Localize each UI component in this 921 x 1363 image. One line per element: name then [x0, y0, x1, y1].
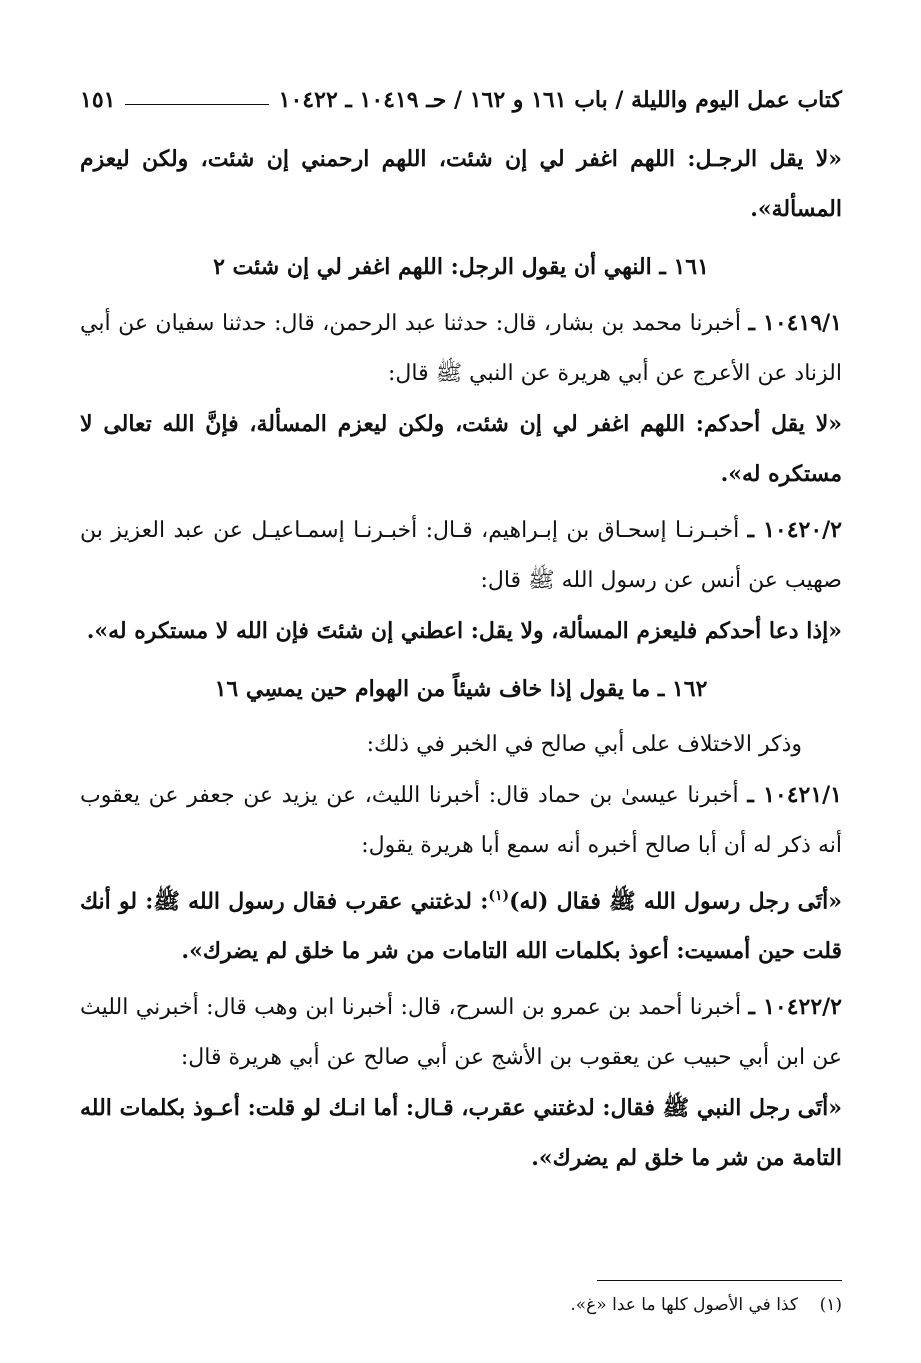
footnote-mark: (١)	[819, 1295, 842, 1315]
chapter-heading-162: ١٦٢ ـ ما يقول إذا خاف شيئاً من الهوام حين يمسِي ١٦	[214, 676, 708, 702]
hadith-isnad: أخبرنا محمد بن بشار، قال: حدثنا عبد الرحمن، قال: حدثنا سفيان عن أبي الزناد عن الأعرج عن أبي هريرة عن النبي ﷺ قال:	[80, 311, 842, 386]
hadith-10421	[80, 770, 842, 871]
running-header	[80, 70, 842, 130]
quote-paragraph: «لا يقل الرجـل: اللهم اغفر لي إن شئت، اللهم ارحمني إن شئت، ولكن ليعزم المسألة».	[80, 146, 842, 222]
footnote-text: كذا في الأصول كلها ما عدا «غ».	[570, 1295, 798, 1315]
hadith-number: ١٠٤١٩/١ ـ	[748, 310, 842, 336]
chapter-heading-161: ١٦١ ـ النهي أن يقول الرجل: اللهم اغفر لي إن شئت ٢	[213, 254, 709, 280]
footnote-reference: (١)	[488, 888, 510, 904]
hadith-isnad: أخبرنا عيسىٰ بن حماد قال: أخبرنا الليث، عن يزيد عن جعفر عن يعقوب أنه ذكر له أن أبا صالح أخبره أنه سمع أبا هريرة يقول:	[80, 783, 842, 858]
footnote	[80, 1290, 842, 1320]
footnote-rule	[597, 1280, 842, 1281]
hadith-10420-matn: «إذا دعا أحدكم فليعزم المسألة، ولا يقل: اعطني إن شئتَ فإن الله لا مستكره له».	[86, 618, 842, 644]
hadith-isnad: أخبـرنـا إسحـاق بن إبـراهيم، قـال: أخبـرنـا إسمـاعيـل عن عبد العزيز بن صهيب عن أنس عن رسول الله ﷺ قال:	[80, 518, 842, 593]
matn-part-a: «أتَى رجل رسول الله ﷺ فقال (له)	[509, 888, 842, 915]
page-body	[80, 70, 842, 1315]
hadith-10419-matn: «لا يقل أحدكم: اللهم اغفر لي إن شئت، ولكن ليعزم المسألة، فإنَّ الله تعالى لا مستكره له».	[80, 411, 842, 487]
hadith-10419	[80, 298, 842, 399]
hadith-number: ١٠٤٢١/١ ـ	[747, 782, 842, 808]
running-header-title: كتاب عمل اليوم والليلة / باب ١٦١ و ١٦٢ / حـ ١٠٤١٩ ـ ١٠٤٢٢	[278, 87, 842, 113]
hadith-10422-matn: «أتَى رجل النبي ﷺ فقال: لدغتني عقرب، قـال: أما انـك لو قلت: أعـوذ بكلمات الله التامة من شر ما خلق لم يضرك».	[80, 1095, 842, 1172]
matn-part-b: : لدغتني عقرب فقال رسول الله ﷺ: لو أنك قلت حين أمسيت: أعوذ بكلمات الله التامات من شر ما خلق لم يضرك».	[80, 888, 842, 965]
page-number: ١٥١	[80, 87, 116, 113]
hadith-isnad: أخبرنا أحمد بن عمرو بن السرح، قال: أخبرنا ابن وهب قال: أخبرني الليث عن ابن أبي حبيب عن يعقوب بن الأشج عن أبي صالح عن أبي هريرة قال:	[80, 995, 842, 1071]
chapter-intro: وذكر الاختلاف على أبي صالح في الخبر في ذلك:	[366, 732, 802, 757]
hadith-10421-matn	[80, 871, 842, 976]
hadith-10420	[80, 505, 842, 606]
hadith-number: ١٠٤٢٢/٢ ـ	[748, 994, 842, 1021]
hadith-number: ١٠٤٢٠/٢ ـ	[747, 517, 842, 543]
header-rule	[125, 104, 268, 105]
hadith-10422	[80, 982, 842, 1083]
